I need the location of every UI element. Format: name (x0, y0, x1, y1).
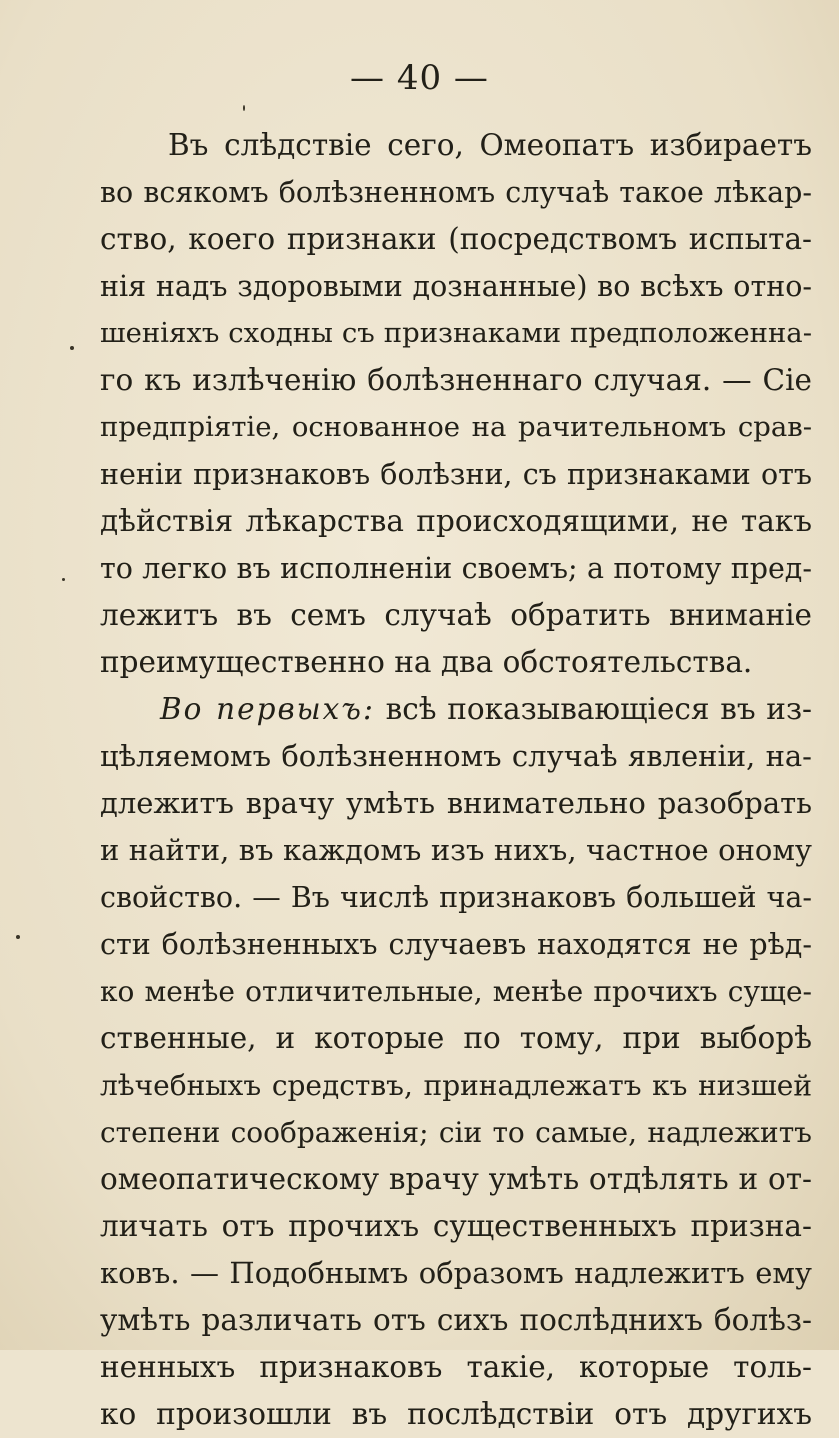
text-line: степени соображенія; сіи то самые, надлежитъ (100, 1116, 812, 1149)
lead-rest: всѣ показывающіеся въ из- (385, 692, 812, 726)
text-line: сти болѣзненныхъ случаевъ находятся не рѣд- (100, 928, 812, 961)
text-line: и найти, въ каждомъ изъ нихъ, частное оному (100, 833, 812, 867)
text-line: омеопатическому врачу умѣть отдѣлять и от- (100, 1162, 812, 1196)
text-line: во всякомъ болѣзненномъ случаѣ такое лѣкар- (100, 176, 812, 209)
margin-speck (62, 578, 65, 581)
margin-speck (16, 935, 20, 939)
text-line: то легко въ исполненіи своемъ; а потому пред- (100, 552, 812, 585)
page-number: — 40 — (350, 58, 489, 98)
text-line: ко произошли въ послѣдствіи отъ другихъ (100, 1397, 812, 1431)
text-line: длежитъ врачу умѣть внимательно разобрать (100, 786, 812, 820)
text-line: ко менѣе отличительные, менѣе прочихъ суще- (100, 975, 812, 1008)
text-line: Въ слѣдствіе сего, Омеопатъ избираетъ (168, 128, 812, 162)
margin-speck (70, 346, 74, 350)
text-line: неніи признаковъ болѣзни, съ признаками отъ (100, 458, 812, 491)
italic-lead: Во первыхъ: (160, 692, 375, 726)
text-line: лежитъ въ семъ случаѣ обратить вниманіе (100, 598, 812, 632)
text-line: предпріятіе, основанное на рачительномъ срав- (100, 411, 812, 443)
paragraph-lead-line (100, 686, 812, 733)
text-line: шеніяхъ сходны съ признаками предположенна- (100, 317, 812, 349)
text-line: умѣть различать отъ сихъ послѣднихъ болѣз- (100, 1303, 812, 1337)
margin-speck (243, 105, 245, 111)
text-line: нія надъ здоровыми дознанные) во всѣхъ отно- (100, 270, 812, 303)
text-line: ненныхъ признаковъ такіе, которые толь- (100, 1350, 812, 1384)
text-line: лѣчебныхъ средствъ, принадлежатъ къ низшей (100, 1069, 812, 1102)
text-line: свойство. — Въ числѣ признаковъ большей ча- (100, 881, 812, 914)
text-line: преимущественно на два обстоятельства. (100, 645, 753, 679)
text-line: ство, коего признаки (посредствомъ испыта- (100, 222, 812, 256)
text-line: дѣйствія лѣкарства происходящими, не такъ (100, 504, 812, 538)
text-line: цѣляемомъ болѣзненномъ случаѣ явленіи, на- (100, 739, 812, 773)
text-line: ственные, и которые по тому, при выборѣ (100, 1021, 812, 1055)
text-line: го къ излѣченію болѣзненнаго случая. — Сіе (100, 363, 812, 397)
body-text (100, 122, 812, 1438)
text-line: личать отъ прочихъ существенныхъ призна- (100, 1209, 812, 1243)
text-line: ковъ. — Подобнымъ образомъ надлежитъ ему (100, 1256, 812, 1290)
